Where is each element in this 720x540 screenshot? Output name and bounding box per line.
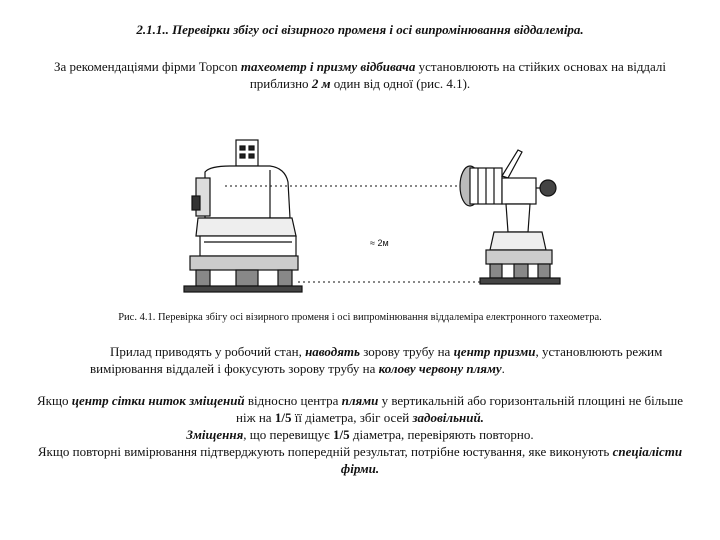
station-tribrach <box>190 256 298 270</box>
section-heading: 2.1.1.. Перевірки збігу осі візирного променя і осі випромінювання віддалеміра. <box>136 22 584 37</box>
result-text-4: її діаметра, збіг осей <box>291 410 413 425</box>
result-line-3 <box>30 443 690 477</box>
result-emphasis-fraction-2: 1/5 <box>332 427 350 442</box>
procedure-paragraph <box>90 343 690 377</box>
intro-text-1: За рекомендаціями фірми Topcon <box>53 59 241 74</box>
result-paragraph <box>30 392 690 477</box>
total-station-drawing <box>184 140 302 292</box>
intro-emphasis-distance: 2 м <box>311 76 331 91</box>
result-text-1: Якщо <box>37 393 72 408</box>
result-emphasis-displacement: Зміщення <box>186 427 244 442</box>
prism-reflector-drawing <box>460 150 560 284</box>
intro-text-2: установлюють на стійких основах на віддалі приблизно <box>249 59 667 91</box>
distance-label: ≈ 2м <box>370 238 389 248</box>
result-emphasis-fraction: 1/5 <box>274 410 292 425</box>
result-text-5: , що перевищує <box>243 427 333 442</box>
result-emphasis-satisfactory: задовільний. <box>412 410 484 425</box>
station-handle <box>236 140 258 166</box>
station-body <box>205 166 290 218</box>
result-text-2: відносно центра <box>244 393 342 408</box>
procedure-emphasis-prism-center: центр призми <box>453 344 536 359</box>
intro-emphasis-instruments: тахеометр і призму відбивача <box>240 59 416 74</box>
procedure-emphasis-aim: наводять <box>305 344 360 359</box>
intro-text-3: один від одної (рис. 4.1). <box>330 76 471 91</box>
result-text-3: у вертикальній або горизонтальній площині не більше ніж на <box>236 393 683 425</box>
prism-base <box>490 232 546 250</box>
procedure-emphasis-red-spot: колову червону пляму <box>378 361 502 376</box>
procedure-text-4: . <box>501 361 505 376</box>
procedure-text-1: Прилад приводять у робочий стан, <box>110 344 306 359</box>
procedure-text-3: , установлюють режим вимірювання віддалей і фокусують зорову трубу на <box>90 344 663 376</box>
figure-caption: Рис. 4.1. Перевірка збігу осі візирного променя і осі випромінювання віддалеміра електронного тахеометра. <box>118 312 602 323</box>
result-line-2 <box>30 426 690 443</box>
prism-knob <box>540 180 556 196</box>
result-text-7: Якщо повторні вимірювання підтверджують попередній результат, потрібне юстування, яке виконують <box>37 444 613 459</box>
result-text-6: діаметра, перевіряють повторно. <box>349 427 534 442</box>
result-emphasis-offset: центр сітки ниток зміщений <box>71 393 245 408</box>
result-emphasis-specialists: спеціалісти фірми. <box>340 444 683 476</box>
result-emphasis-spot: плями <box>341 393 379 408</box>
result-line-1 <box>30 392 690 426</box>
procedure-text-2: зорову трубу на <box>359 344 454 359</box>
station-lower-block <box>196 218 296 236</box>
prism-target <box>502 150 522 178</box>
